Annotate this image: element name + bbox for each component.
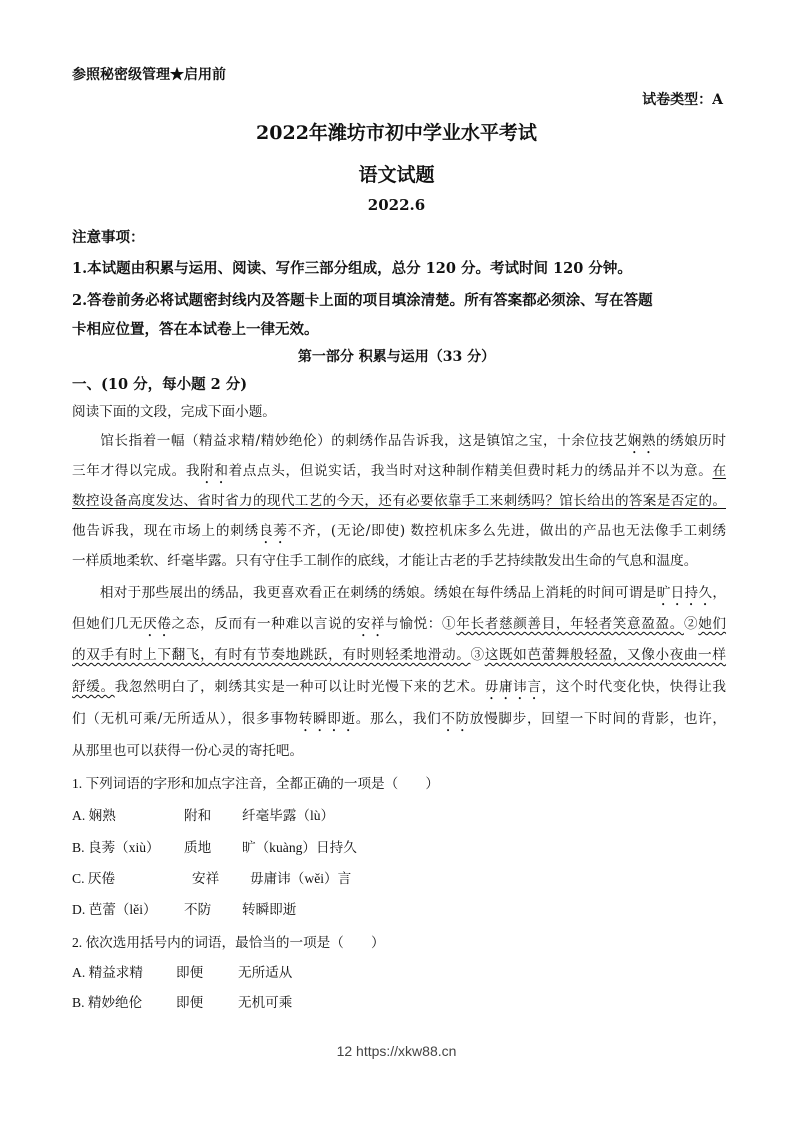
passage-text: 之态，反而有一种难以言说的 <box>171 616 357 632</box>
note-item: 2.答卷前务必将试题密封线内及答题卡上面的项目填涂清楚。所有答案都必须涂、写在答题 <box>72 292 653 309</box>
paper-type-label: 试卷类型：A <box>642 92 723 108</box>
emphasized-text: 娴熟 <box>627 433 656 449</box>
emphasized-text: 安祥 <box>356 616 386 632</box>
passage-line <box>72 612 726 640</box>
passage-text: 他告诉我，现在市场上的刺绣 <box>72 523 259 539</box>
option-term: B. 精妙绝伦 <box>72 995 143 1010</box>
passage-text: 从那里也可以获得一份心灵的寄托吧。 <box>72 743 304 759</box>
passage-line <box>72 429 726 457</box>
section-title: 一、(10 分，每小题 2 分) <box>72 376 248 393</box>
passage-line <box>72 675 726 703</box>
passage-text: ② <box>683 616 699 632</box>
note-item: 1.本试题由积累与运用、阅读、写作三部分组成，总分 120 分。考试时间 120 分钟。 <box>72 260 632 277</box>
part-title: 第一部分 积累与运用（33 分） <box>297 349 496 365</box>
exam-subtitle: 语文试题 <box>358 164 435 186</box>
passage-text: 。那么，我们 <box>355 711 442 727</box>
option-term: 即便 <box>176 995 204 1010</box>
note-item: 卡相应位置，答在本试卷上一律无效。 <box>72 321 319 338</box>
instruction: 阅读下面的文段，完成下面小题。 <box>72 404 276 420</box>
option-term: 无所适从 <box>238 965 293 980</box>
passage-line <box>72 519 726 547</box>
option-term: 转瞬即逝 <box>242 902 297 917</box>
underlined-text: 年长者慈颜善目，年轻者笑意盈盈。 <box>456 616 684 632</box>
underlined-text: 数控设备高度发达、省时省力的现代工艺的今天，还有必要依靠手工来刺绣吗？馆长给出的答案是否定的。 <box>72 493 726 509</box>
option-term: A. 娴熟 <box>72 808 116 823</box>
question-stem: 1. 下列词语的字形和加点字注音，全都正确的一项是（ ） <box>72 776 440 791</box>
underlined-text: 这既如芭蕾舞般轻盈，又像小夜曲一样 <box>484 647 727 663</box>
emphasized-text: 旷日持久 <box>656 585 713 601</box>
option-term: A. 精益求精 <box>72 965 143 980</box>
emphasized-text: 良莠 <box>259 523 288 539</box>
passage-line <box>72 489 726 509</box>
passage-text: 着点点头，但说实话，我当时对这种制作精美但费时耗力的绣品并不以为意。 <box>228 463 713 479</box>
passage-text: 放慢脚步，回望一下时间的背影，也许， <box>469 711 726 727</box>
passage-text: ③ <box>470 647 485 663</box>
passage-text: ，这个时代变化快，快得让我 <box>541 679 727 695</box>
exam-date: 2022.6 <box>367 196 426 214</box>
passage-text: 三年才得以完成。我 <box>72 463 201 479</box>
emphasized-text: 不防 <box>441 711 470 727</box>
passage-text: 与愉悦：① <box>385 616 457 632</box>
exam-title: 2022年潍坊市初中学业水平考试 <box>256 122 537 144</box>
passage-text: 们（无机可乘/无所适从），很多事物 <box>72 711 299 727</box>
notes-heading: 注意事项： <box>72 229 145 246</box>
option-term: 毋庸讳（wěi）言 <box>250 871 352 886</box>
option-term: 不防 <box>184 902 212 917</box>
passage-text: 一样质地柔软、纤毫毕露。只有守住手工制作的底线，才能让古老的手艺持续散发出生命的气息和温度。 <box>72 553 698 569</box>
passage-line <box>72 459 726 487</box>
option-term: 无机可乘 <box>238 995 293 1010</box>
passage-text: 的绣娘历时 <box>655 433 727 449</box>
underlined-text: 她们 <box>698 616 727 632</box>
option-term: B. 良莠（xiù） <box>72 840 160 855</box>
option-term: D. 芭蕾（lěi） <box>72 902 157 917</box>
page-footer: 12 https://xkw88.cn <box>336 1043 457 1059</box>
option-term: C. 厌倦 <box>72 871 116 886</box>
underlined-text: 的双手有时上下翻飞，有时有节奏地跳跃，有时则轻柔地滑动。 <box>72 647 471 663</box>
passage-text: 不齐，(无论/即使) 数控机床多么先进，做出的产品也无法像手工刺绣 <box>287 523 727 539</box>
passage-text: 相对于那些展出的绣品，我更喜欢看正在刺绣的绣娘。绣娘在每件绣品上消耗的时间可谓是 <box>72 585 657 601</box>
passage-text: 我忽然明白了，刺绣其实是一种可以让时光慢下来的艺术。 <box>114 679 485 695</box>
emphasized-text: 厌倦 <box>143 616 172 632</box>
option-term: 安祥 <box>192 871 220 886</box>
option-term: 即便 <box>176 965 204 980</box>
emphasized-text: 转瞬即逝 <box>298 711 356 727</box>
passage-text: 但她们几无 <box>72 616 144 632</box>
emphasized-text: 毋庸讳言 <box>484 679 542 695</box>
passage-line <box>72 581 726 609</box>
passage-line <box>72 707 726 735</box>
passage-line <box>72 739 726 759</box>
underlined-text: 舒缓。 <box>72 679 115 695</box>
passage-line <box>72 549 726 569</box>
question-stem: 2. 依次选用括号内的词语，最恰当的一项是（ ） <box>72 935 385 950</box>
option-term: 质地 <box>184 840 212 855</box>
passage-text: ， <box>712 585 726 601</box>
option-term: 纤毫毕露（lù） <box>242 808 335 823</box>
option-term: 附和 <box>184 808 212 823</box>
passage-text: 馆长指着一幅（精益求精/精妙绝伦）的刺绣作品告诉我，这是镇馆之宝，十余位技艺 <box>72 433 628 449</box>
emphasized-text: 附和 <box>200 463 229 479</box>
passage-line <box>72 643 726 663</box>
underlined-text: 在 <box>712 463 727 479</box>
secrecy-label: 参照秘密级管理★启用前 <box>72 67 226 83</box>
option-term: 旷（kuàng）日持久 <box>242 840 357 855</box>
